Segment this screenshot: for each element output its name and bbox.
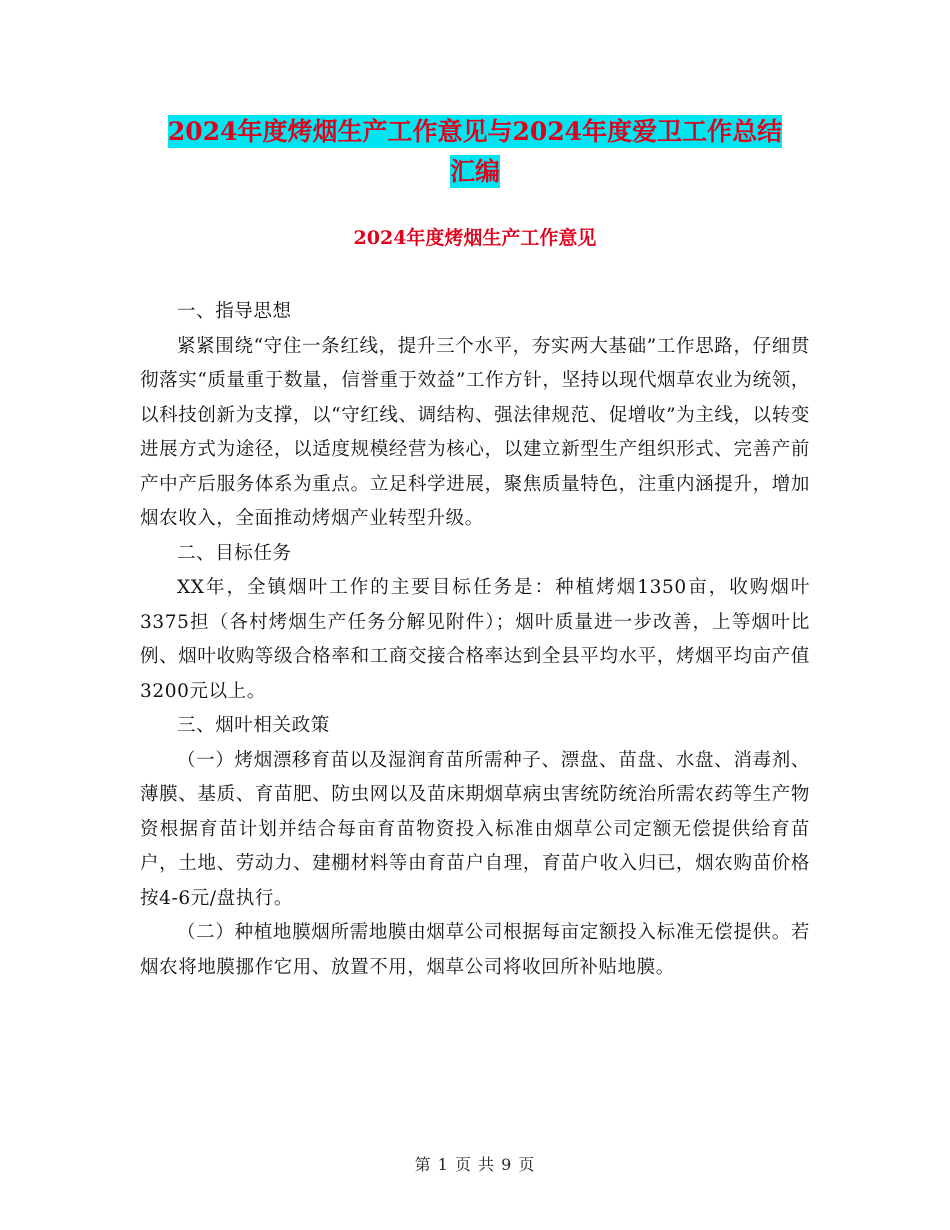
section-title: 2024年度烤烟生产工作意见 xyxy=(353,227,597,249)
heading-guiding-ideology: 一、指导思想 xyxy=(177,301,292,322)
paragraph-policy-2: （二）种植地膜烟所需地膜由烟草公司根据每亩定额投入标准无偿提供。若烟农将地膜挪作它用、放置不用，烟草公司将收回所补贴地膜。 xyxy=(140,922,810,978)
paragraph-policy-1: （一）烤烟漂移育苗以及湿润育苗所需种子、漂盘、苗盘、水盘、消毒剂、薄膜、基质、育苗肥、防虫网以及苗床期烟草病虫害统防统治所需农药等生产物资根据育苗计划并结合每亩育苗物资投入标准由烟草公司定额无偿提供给育苗户，土地、劳动力、建棚材料等由育苗户自理，育苗户收入归已，烟农购苗价格按4-6元/盘执行。 xyxy=(140,749,810,909)
document-title-line-1: 2024年度烤烟生产工作意见与2024年度爱卫工作总结 xyxy=(167,117,783,146)
document-body xyxy=(140,295,810,985)
heading-target-tasks: 二、目标任务 xyxy=(177,542,292,564)
page-number-footer: 第 1 页 共 9 页 xyxy=(414,1155,536,1174)
paragraph-target-tasks: XX年，全镇烟叶工作的主要目标任务是：种植烤烟1350亩，收购烟叶3375担（各村烤烟生产任务分解见附件）；烟叶质量进一步改善，上等烟叶比例、烟叶收购等级合格率和工商交接合格率达到全县平均水平，烤烟平均亩产值3200元以上。 xyxy=(140,577,810,702)
document-title-line-2: 汇编 xyxy=(449,157,500,186)
document-title xyxy=(140,112,810,192)
heading-tobacco-policy: 三、烟叶相关政策 xyxy=(177,715,330,736)
paragraph-guiding-ideology: 紧紧围绕“守住一条红线，提升三个水平，夯实两大基础”工作思路，仔细贯彻落实“质量重于数量，信誉重于效益”工作方针，坚持以现代烟草农业为统领，以科技创新为支撑，以“守红线、调结构、强法律规范、促增收”为主线，以转变进展方式为途径，以适度规模经营为核心，以建立新型生产组织形式、完善产前产中产后服务体系为重点。立足科学进展，聚焦质量特色，注重内涵提升，增加烟农收入，全面推动烤烟产业转型升级。 xyxy=(140,335,810,529)
